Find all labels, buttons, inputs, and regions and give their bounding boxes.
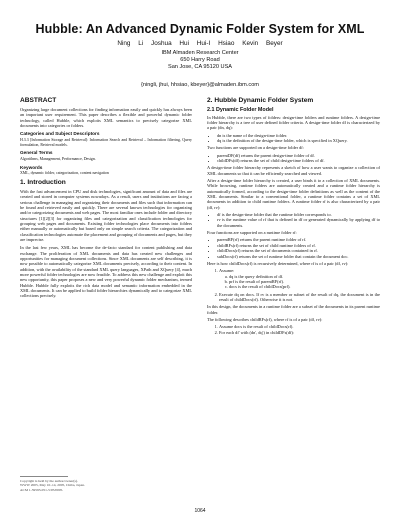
body-paragraph: Two functions are supported on a design-time folder df: bbox=[207, 145, 304, 151]
list-item: • dn is the name of the design-time folder. bbox=[217, 133, 380, 138]
list-item: • dq is the definition of the design-time folder, which is specified in XQuery. bbox=[217, 138, 380, 143]
numbered-list bbox=[207, 268, 380, 302]
copyright-divider bbox=[20, 476, 68, 477]
bullet-list bbox=[207, 212, 380, 228]
author-emails: {ningli, jhui, hhsiao, kbeyer}@almaden.ibm.com bbox=[141, 82, 259, 88]
list-item: • df is the design-time folder that the runtime folder corresponds to. bbox=[217, 212, 380, 217]
body-paragraph: Four functions are supported on a runtime folder rf: bbox=[207, 230, 297, 236]
affiliation-street: 650 Harry Road bbox=[180, 57, 220, 64]
categories-text: H.3.3 [Information Storage and Retrieval]: Information Search and Retrieval – Information filtering, Query formulation, Retrieval models. bbox=[20, 137, 192, 147]
bullet-list bbox=[207, 153, 380, 164]
keywords-text: XML, dynamic folder, categorization, content navigation bbox=[20, 170, 109, 175]
general-terms-text: Algorithms, Management, Performance, Design. bbox=[20, 156, 96, 161]
list-item: • parentDF(df) returns the parent design-time folder of df. bbox=[217, 153, 380, 158]
paper-title: Hubble: An Advanced Dynamic Folder System for XML bbox=[35, 22, 365, 36]
copyright-line: Copyright is held by the author/owner(s). bbox=[20, 479, 78, 483]
intro-paragraph: In the last few years, XML has become the de-facto standard for content publishing and data exchange. The proliferation of XML documents and data has created new challenges and opportunities for managing document collections. Since XML documents are self describing, it is now possible to automatically categorize XML documents precisely, according to their content. In addition, with the availability of the standard XML query languages, XPath and XQuery [4], much more powerful folder technologies are now feasible. To address this new challenge and exploit this new opportunity, this paper proposes a new and very powerful dynamic folder mechanism, termed Hubble. Hubble fully exploits the rich data model and semantic information embedded in the XML documents. It can be applied to build folder hierarchies dynamically and to categorize XML collections precisely. bbox=[20, 245, 192, 299]
list-item: 1. Assume docs is the result of childDocs(rf). bbox=[219, 324, 380, 329]
list-item: c. docs is the result of childDocs(prf). bbox=[229, 284, 380, 289]
copyright-line: WWW 2005, May 10–14, 2005, Chiba, Japan. bbox=[20, 483, 85, 488]
affiliation bbox=[20, 50, 380, 72]
bullet-list bbox=[207, 133, 380, 144]
list-item: 2. Execute dq on docs. If rv is a member or subset of the result of dq, the document is in the result of childDocs(rf). Otherwise it is not. bbox=[219, 292, 380, 303]
general-terms-heading: General Terms bbox=[20, 150, 53, 156]
author-list bbox=[20, 40, 380, 47]
affiliation-org: IBM Almaden Research Center bbox=[161, 50, 239, 56]
affiliation-city: San Jose, CA 95120 USA bbox=[167, 64, 233, 71]
list-item: 2. For each df' with (dn', dq') in childDFs(df): bbox=[219, 330, 380, 335]
list-item: • childRFs(rf) returns the set of child runtime folders of rf. bbox=[217, 243, 380, 248]
bullet-list bbox=[207, 237, 380, 258]
author-name: Joshua Hui bbox=[151, 40, 190, 47]
abstract-heading: ABSTRACT bbox=[20, 97, 57, 104]
body-paragraph: Here is how childDocs(rf) is recursively determined, where rf is of a pair (df, rv): bbox=[207, 260, 349, 266]
left-column bbox=[20, 97, 192, 301]
body-paragraph: After a design-time folder hierarchy is created, a user binds it to a collection of XML documents. While browsing, runtime folders are automatically created and a runtime folder hierarchy is automatically formed, according to the design-time folder definitions as well as the content of the XML documents. Similar to a conventional folder, a runtime folder contains a set of XML documents in addition to child runtime folders. A runtime folder rf is also characterized by a pair (df, rv): bbox=[207, 178, 380, 210]
intro-paragraph: With the fast advancement in CPU and disk technologies, significant amount of data and files are created and stored in computer systems nowadays. As a result, users and institutions are facing a serious challenge in managing and organizing their documents and files such that information can be found and retrieved easily and quickly. There are several known technologies for organizing and/or categorizing documents and web pages. The most familiar ones include folder and directory structures [1][2][3] for organizing files and categorization and classification technologies for grouping web pages and documents. Existing folder technologies place documents into folders either manually or automatically but based only on simple search criteria. The categorization and classification technologies automate the placement and grouping of documents and pages, but they are imprecise. bbox=[20, 188, 192, 242]
abstract-text: Organizing large document collections for finding information easily and quickly has always been an important user requirement. This paper describes a flexible and powerful dynamic folder technology, called Hubble, which exploits XML semantics to precisely categorize XML documents into categories or folders. bbox=[20, 107, 192, 129]
body-paragraph: In Hubble, there are two types of folders: design-time folders and runtime folders. A design-time folder hierarchy is a tree of user defined folder criteria. A design-time folder df is characterized by a pair (dn, dq): bbox=[207, 114, 380, 131]
subsection-heading: 2.1 Dynamic Folder Model bbox=[207, 107, 274, 113]
right-column bbox=[207, 97, 380, 337]
body-paragraph: The following describes childRFs(rf), where rf is of a pair (df, rv): bbox=[207, 316, 323, 322]
author-name: Hui-I Hsiao bbox=[196, 40, 235, 47]
list-item-text: Assume: bbox=[219, 268, 235, 274]
page-number: 1064 bbox=[194, 508, 206, 514]
author-name: Kevin Beyer bbox=[242, 40, 283, 47]
list-item: • rv is the runtime value of rf that is defined in df or generated dynamically by applying df to the documents. bbox=[217, 217, 380, 228]
author-name: Ning Li bbox=[117, 40, 144, 47]
categories-heading: Categories and Subject Descriptors bbox=[20, 131, 100, 137]
body-paragraph: In this design, the documents in a runtime folder are a subset of the documents in its parent runtime folder. bbox=[207, 304, 380, 315]
numbered-list bbox=[207, 324, 380, 335]
section-heading: 2. Hubble Dynamic Folder System bbox=[207, 97, 314, 104]
list-item: a. dq is the query definition of df. bbox=[229, 274, 380, 279]
list-item: b. prf is the result of parentRF(rf). bbox=[229, 279, 380, 284]
list-item: • childDocs(rf) returns the set of documents contained in rf. bbox=[217, 248, 380, 253]
copyright-line: ACM 1-59593-051-5/05/0005. bbox=[20, 487, 64, 492]
intro-heading: 1. Introduction bbox=[20, 178, 66, 186]
keywords-heading: Keywords bbox=[20, 164, 43, 170]
sub-list bbox=[219, 274, 380, 290]
list-item: • subDocs(rf) returns the set of runtime folder that contain the document doc. bbox=[217, 254, 380, 259]
list-item: • parentRF(rf) returns the parent runtime folder of rf. bbox=[217, 237, 380, 242]
body-paragraph: A design-time folder hierarchy represents a sketch of how a user wants to organize a collection of XML documents so that it can be efficiently searched and viewed. bbox=[207, 165, 380, 176]
list-item: • childDFs(df) returns the set of child design-time folders of df. bbox=[217, 158, 380, 163]
copyright-notice bbox=[20, 479, 120, 492]
list-item bbox=[219, 268, 380, 289]
